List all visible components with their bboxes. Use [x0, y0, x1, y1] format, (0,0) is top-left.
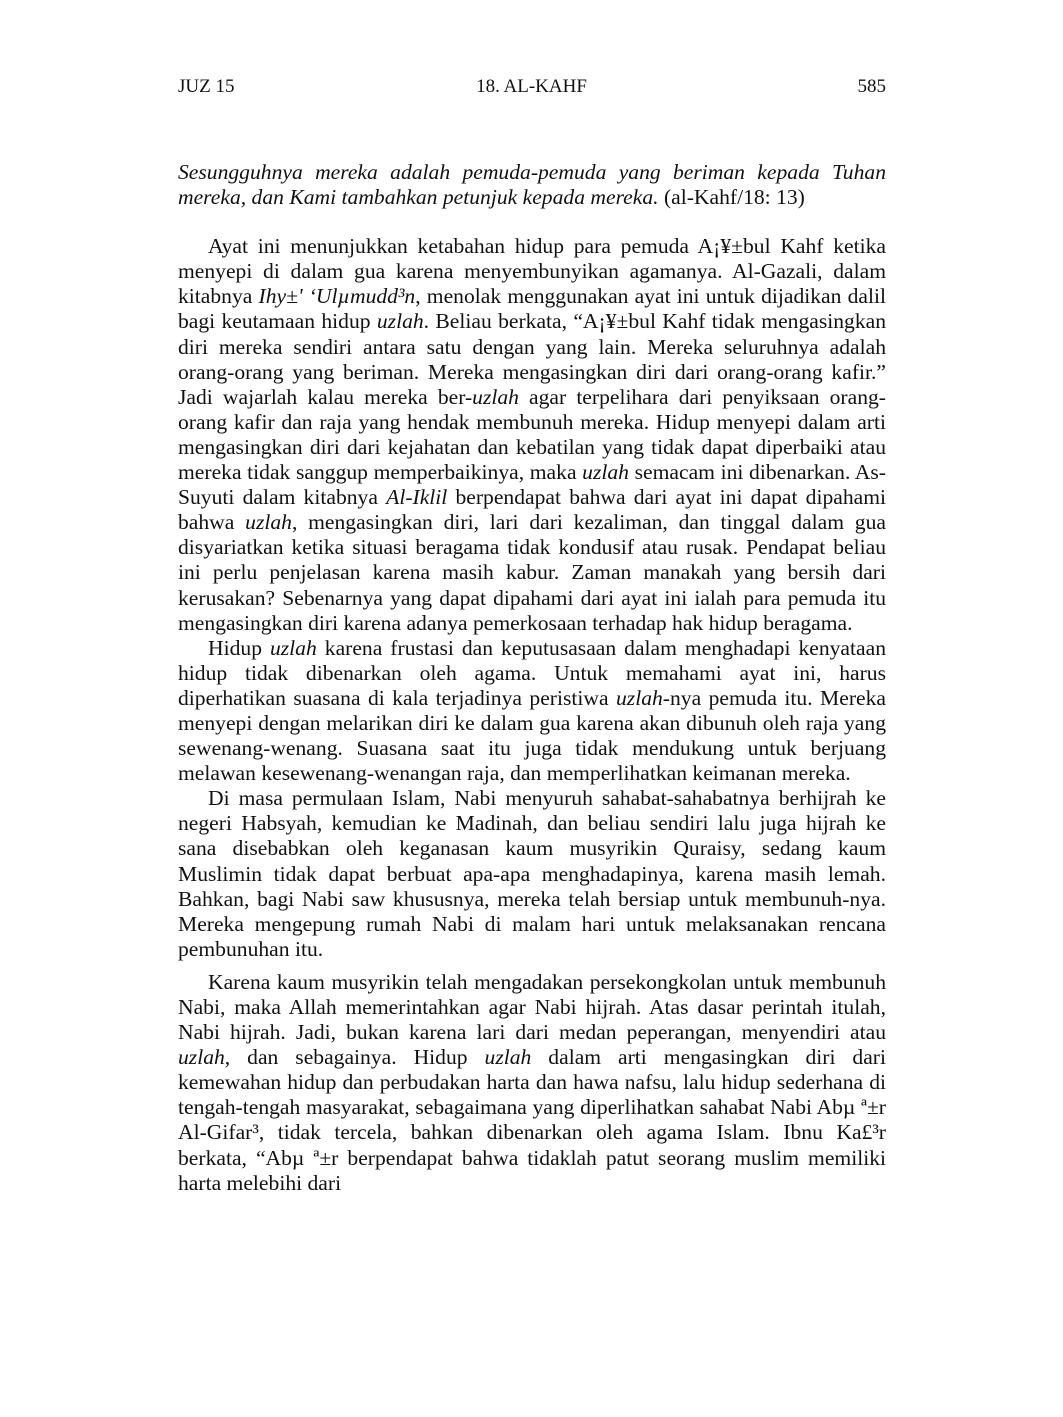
text-segment: (al-Kahf/18: 13): [658, 185, 805, 210]
page-number: 585: [857, 76, 886, 97]
text-segment: , mengasingkan diri, lari dari kezaliman, dan tinggal dalam gua disyariatkan ketika situasi beragama tidak kondusif atau rusak. Pendapat beliau ini perlu penjelasan karena masih kabur. Zaman manakah yang bersih dari kerusakan? Sebenarnya yang dapat dipahami dari ayat ini ialah para pemuda itu mengasingkan diri karena adanya pemerkosaan terhadap hak hidup beragama.: [178, 510, 886, 635]
italic-term: uzlah: [484, 1045, 532, 1070]
paragraph: [178, 786, 886, 962]
italic-term: uzlah: [269, 635, 317, 660]
italic-term: uzlah: [616, 685, 663, 710]
text-segment: , dan sebagainya. Hidup: [224, 1045, 485, 1070]
verse-translation: [178, 160, 886, 210]
paragraph: [178, 970, 886, 1196]
text-segment: Di masa permulaan Islam, Nabi menyuruh sahabat-sahabatnya berhijrah ke negeri Habsyah, kemudian ke Madinah, dan beliau sendiri lalu juga hijrah ke sana disebabkan oleh keganasan kaum musyrikin Quraisy, sedang kaum Muslimin tidak dapat berbuat apa-apa menghadapinya, karena masih lemah. Bahkan, bagi Nabi saw khususnya, mereka telah bersiap untuk membunuh-nya. Mereka mengepung rumah Nabi di malam hari untuk melaksanakan rencana pembunuhan itu.: [178, 786, 886, 961]
page-body: [178, 160, 886, 1196]
text-segment: . Beliau berkata, “A¡¥±bul Kahf tidak mengasingkan diri mereka sendiri antara satu dengan yang lain. Mereka seluruhnya adalah orang-orang yang beriman. Mereka mengasingkan diri dari orang-orang kafir.” Jadi wajarlah kalau mereka ber-: [178, 309, 887, 409]
text-segment: , menolak menggunakan ayat ini untuk dijadikan dalil bagi keutamaan hidup: [178, 284, 886, 334]
text-segment: -nya pemuda itu. Mereka menyepi dengan melarikan diri ke dalam gua karena akan dibunuh oleh raja yang sewenang-wenang. Suasana saat itu juga tidak mendukung untuk berjuang melawan kesewenang-wenangan raja, dan memperlihatkan keimanan mereka.: [178, 685, 886, 786]
text-segment: dalam arti mengasingkan diri dari kemewahan hidup dan perbudakan harta dan hawa nafsu, lalu hidup sederhana di tengah-tengah masyarakat, sebagaimana yang diperlihatkan sahabat Nabi Abµ ª±r Al-Gifar³, tidak tercela, bahkan dibenarkan oleh agama Islam. Ibnu Ka£³r berkata, “Abµ ª±r berpendapat bahwa tidaklah patut seorang muslim memiliki harta melebihi dari: [178, 1045, 886, 1195]
italic-term: Ihy±' ‘Ulµmudd³n: [258, 284, 416, 309]
paragraph: [178, 234, 886, 636]
italic-term: uzlah: [376, 309, 424, 334]
italic-term: uzlah: [582, 460, 629, 485]
text-segment: semacam ini dibenarkan. As-Suyuti dalam kitabnya: [178, 460, 886, 510]
italic-term: uzlah: [178, 1045, 225, 1070]
text-segment: Hidup: [208, 635, 270, 660]
italic-term: Al-Iklil: [386, 485, 448, 510]
text-segment: agar terpelihara dari penyiksaan orang-orang kafir dan raja yang hendak membunuh mereka. Hidup menyepi dalam arti mengasingkan diri dari kejahatan dan kebatilan yang tidak dapat diperbaiki atau mereka tidak sanggup memperbaikinya, maka: [178, 384, 886, 485]
commentary: [178, 234, 886, 1196]
header-juz: JUZ 15: [178, 76, 235, 97]
text-segment: berpendapat bahwa dari ayat ini dapat dipahami bahwa: [178, 485, 886, 535]
paragraph: [178, 636, 886, 787]
italic-term: Sesungguhnya mereka adalah pemuda-pemuda yang beriman kepada Tuhan mereka, dan Kami tambahkan petunjuk kepada mereka.: [178, 160, 886, 210]
italic-term: uzlah: [245, 510, 292, 535]
text-segment: Karena kaum musyrikin telah mengadakan persekongkolan untuk membunuh Nabi, maka Allah memerintahkan agar Nabi hijrah. Atas dasar perintah itulah, Nabi hijrah. Jadi, bukan karena lari dari medan peperangan, menyendiri atau: [178, 969, 886, 1045]
header-surah: 18. AL-KAHF: [476, 76, 587, 97]
text-segment: karena frustasi dan keputusasaan dalam menghadapi kenyataan hidup tidak dibenarkan oleh agama. Untuk memahami ayat ini, harus diperhatikan suasana di kala terjadinya peristiwa: [178, 635, 886, 710]
italic-term: uzlah: [472, 384, 519, 409]
text-segment: Ayat ini menunjukkan ketabahan hidup para pemuda A¡¥±bul Kahf ketika menyepi di dalam gua karena menyembunyikan agamanya. Al-Gazali, dalam kitabnya: [178, 234, 886, 309]
